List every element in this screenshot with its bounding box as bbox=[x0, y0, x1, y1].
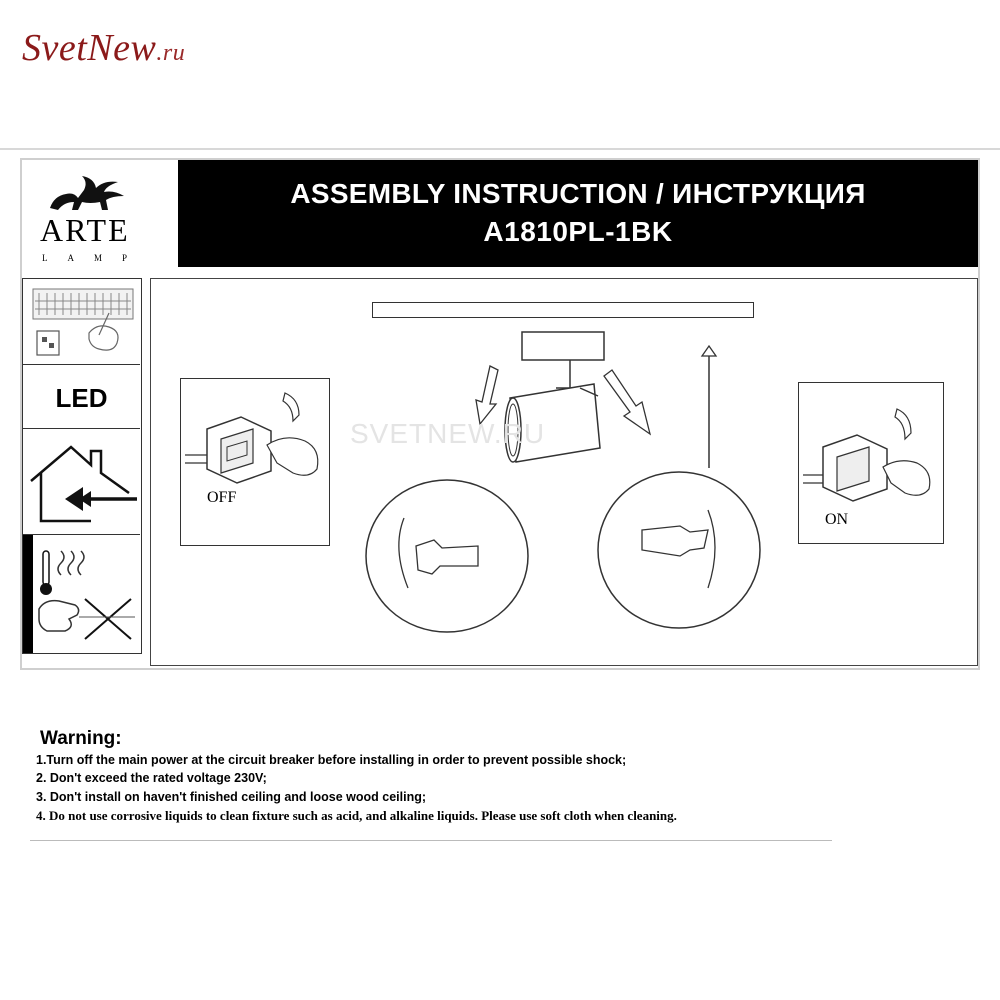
warning-item-1: 1.Turn off the main power at the circuit breaker before installing in order to prevent possible shock; bbox=[36, 753, 627, 767]
switch-off-panel bbox=[180, 378, 330, 546]
logo-wordmark: ARTE bbox=[40, 212, 130, 248]
warning-item-4: 4. Do not use corrosive liquids to clean fixture such as acid, and alkaline liquids. Please use soft cloth when cleaning. bbox=[36, 808, 677, 823]
switch-on-label: ON bbox=[825, 511, 849, 528]
brand-logo bbox=[22, 26, 185, 70]
warning-title: Warning: bbox=[40, 728, 122, 749]
warning-strip bbox=[23, 535, 33, 653]
detail-circle-right bbox=[596, 470, 762, 630]
sheet-top-edge bbox=[0, 148, 1000, 150]
led-label: LED bbox=[55, 383, 108, 413]
hot-surface-cell bbox=[23, 535, 140, 653]
model-number: A1810PL-1BK bbox=[483, 216, 673, 247]
detail-circle-left bbox=[364, 478, 530, 634]
indoor-cell bbox=[23, 429, 140, 535]
warning-item-3: 3. Don't install on haven't finished ceiling and loose wood ceiling; bbox=[36, 790, 427, 804]
header-bar bbox=[178, 160, 978, 267]
led-cell bbox=[23, 365, 140, 429]
brand-name: SvetNew bbox=[22, 27, 157, 69]
logo-subtitle: LAMP bbox=[42, 253, 148, 263]
switch-off-label: OFF bbox=[207, 489, 237, 506]
wall-switch-off-icon bbox=[181, 379, 331, 547]
do-not-touch-hot-icon bbox=[35, 539, 139, 649]
bottom-divider bbox=[30, 840, 832, 841]
griffin-logo-icon bbox=[44, 168, 140, 214]
switch-on-panel bbox=[798, 382, 944, 544]
wall-switch-on-icon bbox=[799, 383, 945, 545]
brand-suffix: .ru bbox=[156, 40, 186, 66]
indoor-use-icon bbox=[25, 437, 139, 529]
tilt-right-arrow-icon bbox=[598, 366, 662, 440]
ceiling-bar bbox=[372, 302, 754, 318]
up-arrow-icon bbox=[700, 344, 718, 470]
electrician-cell bbox=[23, 279, 140, 365]
side-icon-panel bbox=[22, 278, 142, 654]
electrician-icon bbox=[29, 283, 135, 359]
header-title: ASSEMBLY INSTRUCTION / ИНСТРУКЦИЯ bbox=[290, 178, 866, 209]
warning-item-2: 2. Don't exceed the rated voltage 230V; bbox=[36, 771, 267, 785]
watermark: SVETNEW.RU bbox=[350, 418, 546, 449]
